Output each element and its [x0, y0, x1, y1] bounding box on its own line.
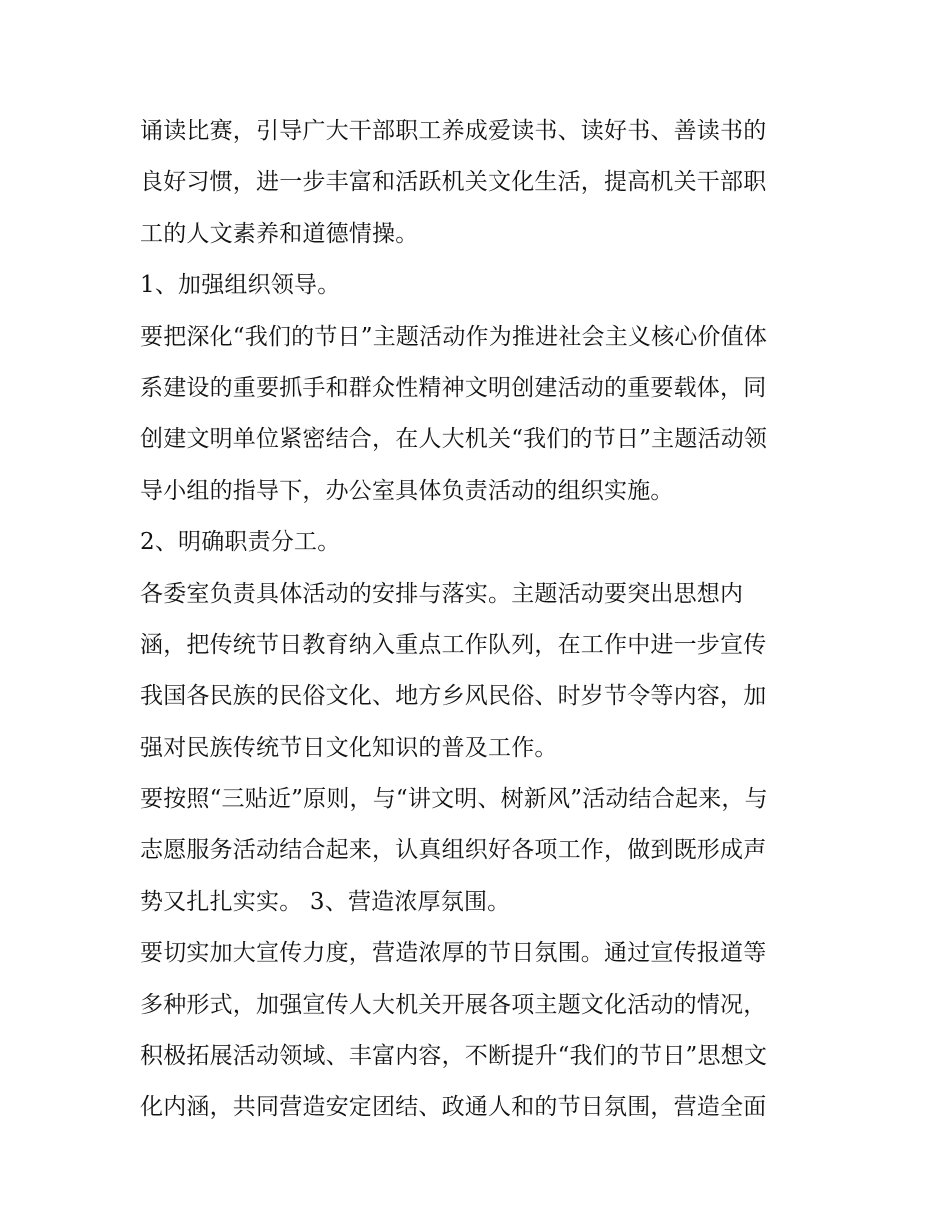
text-line: 创建文明单位紧密结合，在人大机关“我们的节日”主题活动领	[140, 426, 768, 453]
text-line: 要把深化“我们的节日”主题活动作为推进社会主义核心价值体	[140, 323, 768, 350]
text-line: 导小组的指导下，办公室具体负责活动的组织实施。	[140, 477, 674, 504]
text-line: 工的人文素养和道德情操。	[140, 220, 419, 247]
text-line: 要切实加大宣传力度，营造浓厚的节日氛围。通过宣传报道等	[140, 940, 767, 967]
text-line: 化内涵，共同营造安定团结、政通人和的节日氛围，营造全面	[140, 1094, 767, 1121]
text-line: 势又扎扎实实。 3、营造浓厚氛围。	[140, 888, 511, 915]
section-heading: 2、明确职责分工。	[140, 529, 341, 556]
text-line: 系建设的重要抓手和群众性精神文明创建活动的重要载体，同	[140, 374, 767, 401]
section-heading: 1、加强组织领导。	[140, 272, 341, 299]
text-line: 要按照“三贴近”原则，与“讲文明、树新风”活动结合起来，与	[140, 786, 768, 813]
text-line: 我国各民族的民俗文化、地方乡风民俗、时岁节令等内容，加	[140, 683, 767, 710]
text-line: 良好习惯，进一步丰富和活跃机关文化生活，提高机关干部职	[140, 169, 767, 196]
text-line: 志愿服务活动结合起来，认真组织好各项工作，做到既形成声	[140, 837, 767, 864]
document-body	[140, 106, 820, 1134]
text-line: 多种形式，加强宣传人大机关开展各项主题文化活动的情况，	[140, 991, 767, 1018]
text-line: 涵，把传统节日教育纳入重点工作队列，在工作中进一步宣传	[140, 631, 767, 658]
text-line: 积极拓展活动领域、丰富内容，不断提升“我们的节日”思想文	[140, 1043, 768, 1070]
text-line: 诵读比赛，引导广大干部职工养成爱读书、读好书、善读书的	[140, 118, 767, 144]
text-line: 各委室负责具体活动的安排与落实。主题活动要突出思想内	[140, 580, 744, 607]
text-line: 强对民族传统节日文化知识的普及工作。	[140, 734, 558, 761]
